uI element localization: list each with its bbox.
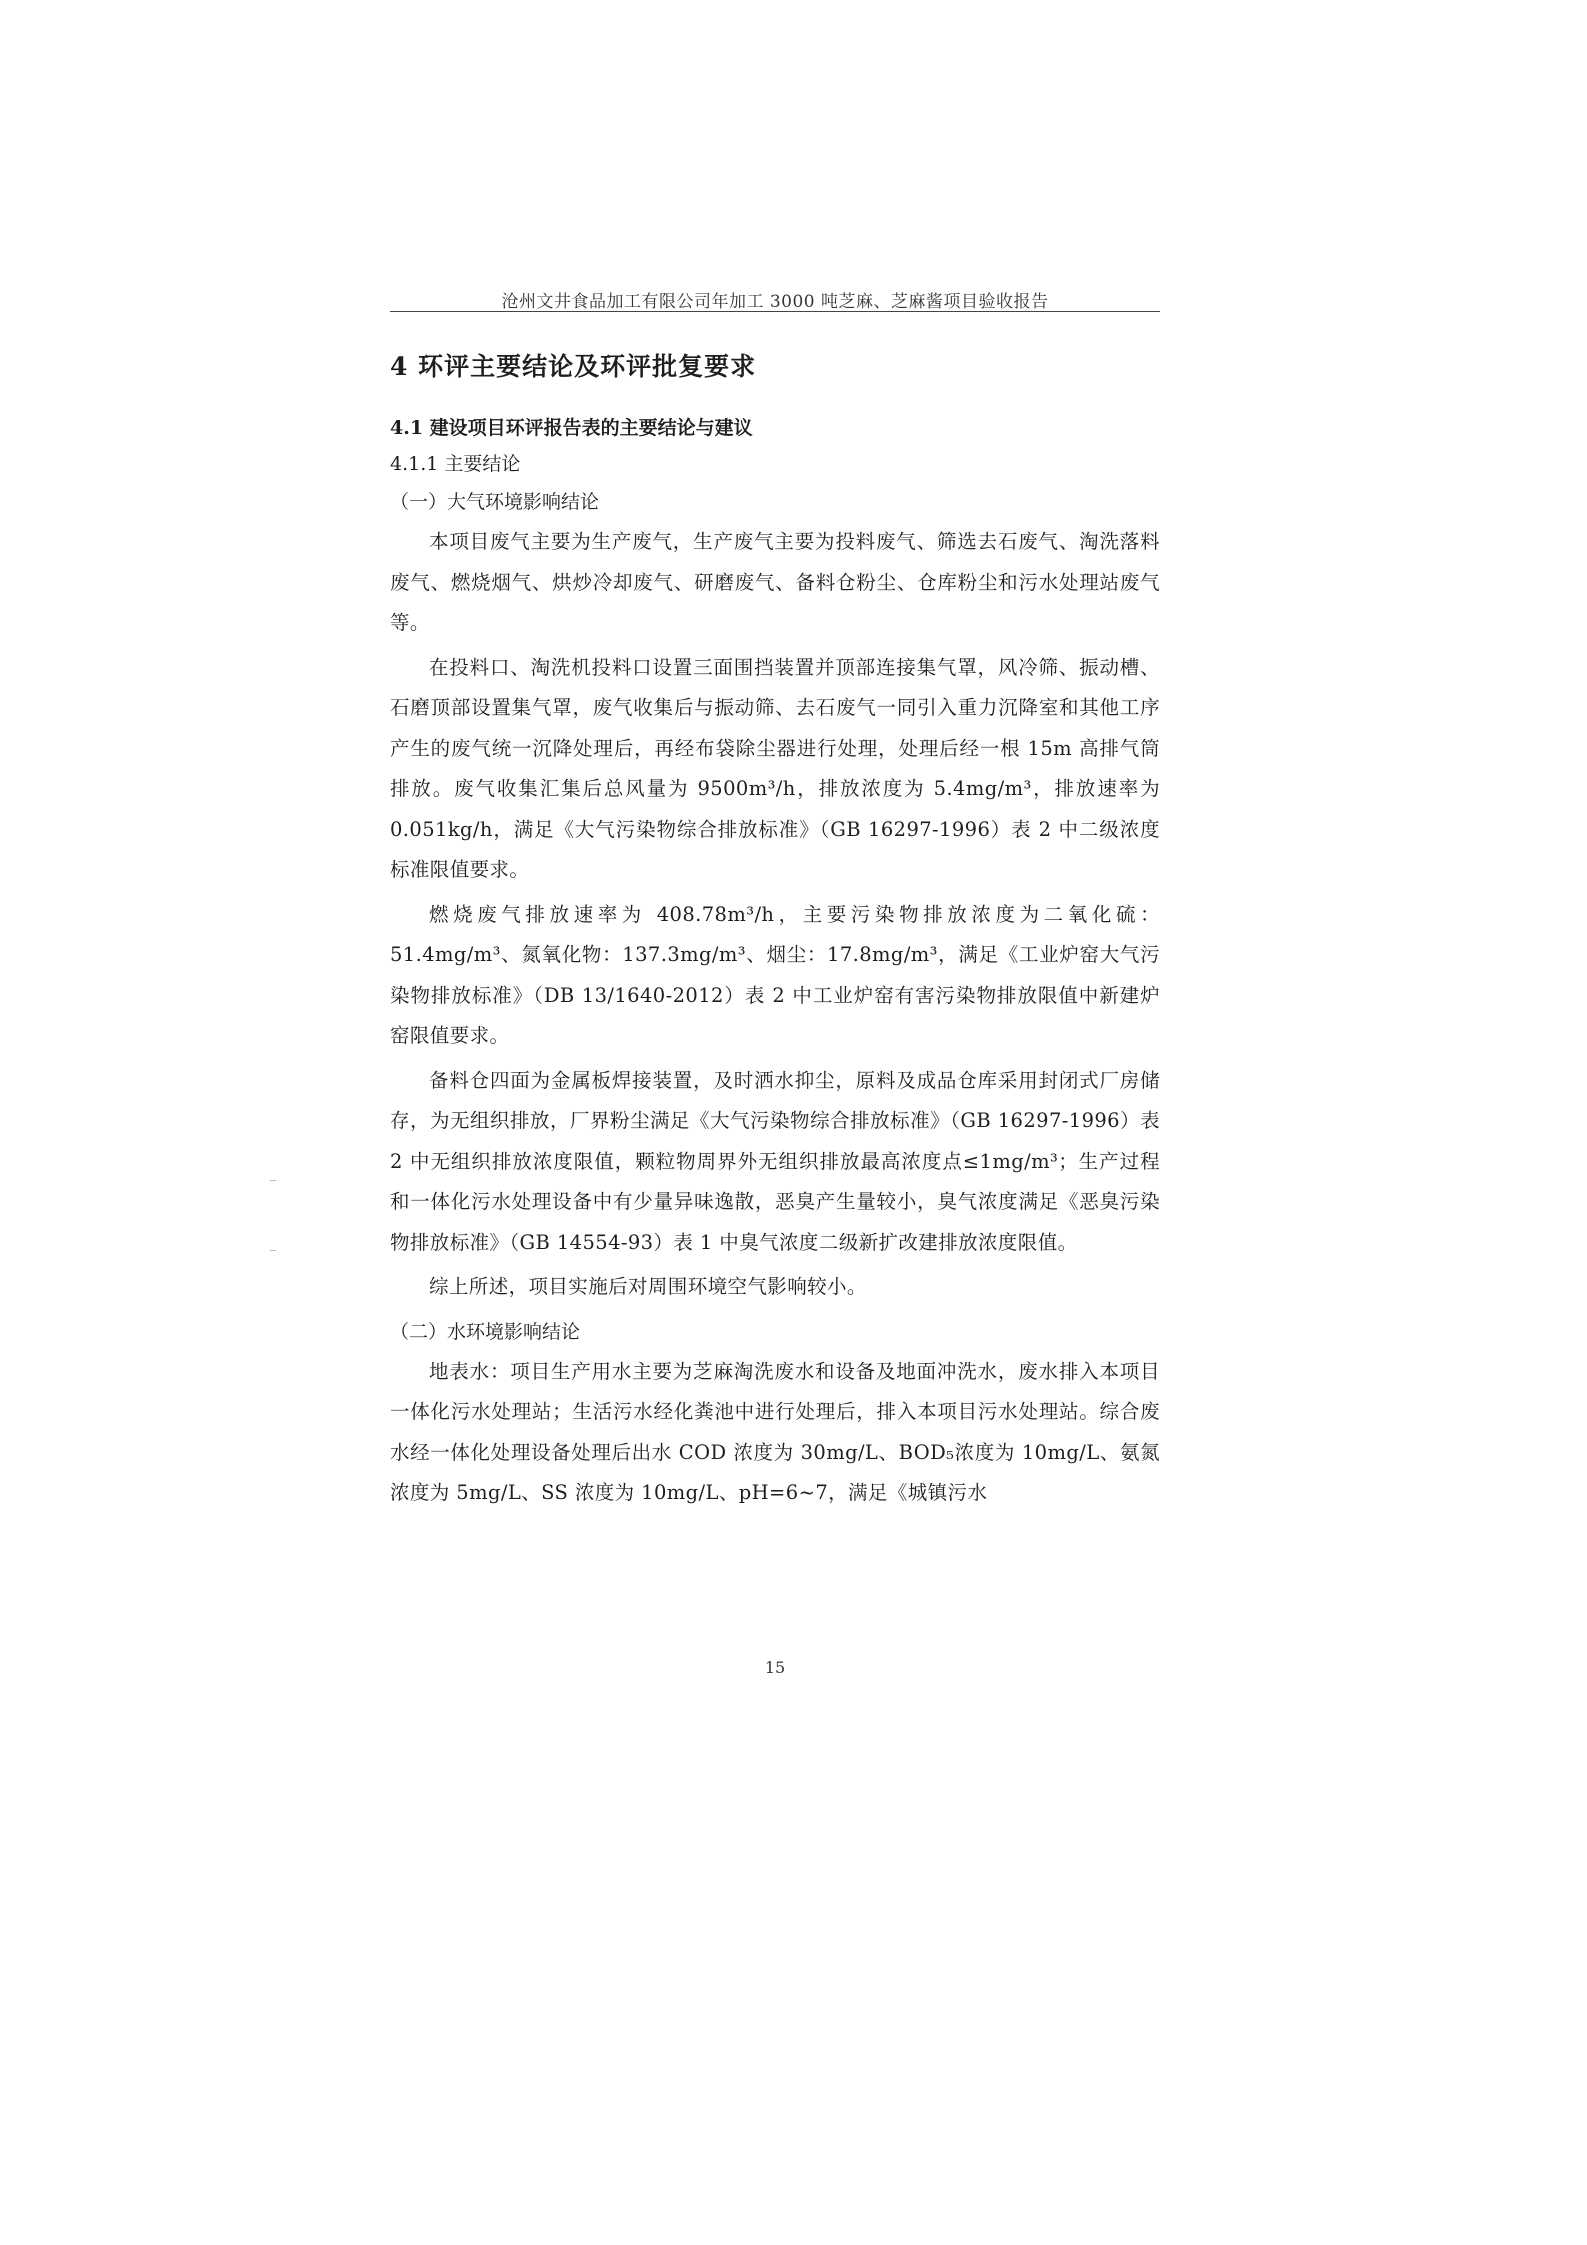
page-number: 15 bbox=[764, 1658, 786, 1677]
scan-mark bbox=[270, 1180, 276, 1181]
page-content bbox=[390, 350, 1160, 1518]
scan-mark bbox=[270, 1250, 276, 1251]
running-header: 沧州文井食品加工有限公司年加工 3000 吨芝麻、芝麻酱项目验收报告 bbox=[501, 292, 1049, 312]
section-title: 4.1 建设项目环评报告表的主要结论与建议 bbox=[390, 417, 753, 439]
chapter-title: 4 环评主要结论及环评批复要求 bbox=[390, 352, 757, 381]
paragraph: 在投料口、淘洗机投料口设置三面围挡装置并顶部连接集气罩，风冷筛、振动槽、石磨顶部设置集气罩，废气收集后与振动筛、去石废气一同引入重力沉降室和其他工序产生的废气统一沉降处理后，再经布袋除尘器进行处理，处理后经一根 15m 高排气筒排放。废气收集汇集后总风量为 9500m³/h，排放浓度为 5.4mg/m³，排放速率为 0.051kg/h，满足《大气污染物综合排放标准》（GB 16297-1996）表 2 中二级浓度标准限值要求。 bbox=[390, 655, 1160, 881]
subsection-title: 4.1.1 主要结论 bbox=[390, 453, 521, 475]
paragraph: 燃烧废气排放速率为 408.78m³/h，主要污染物排放浓度为二氧化硫：51.4mg/m³、氮氧化物：137.3mg/m³、烟尘：17.8mg/m³，满足《工业炉窑大气污染物排放标准》（DB 13/1640-2012）表 2 中工业炉窑有害污染物排放限值中新建炉窑限值要求。 bbox=[390, 902, 1160, 1047]
paragraph: 综上所述，项目实施后对周围环境空气影响较小。 bbox=[429, 1275, 867, 1298]
paragraph: 地表水：项目生产用水主要为芝麻淘洗废水和设备及地面冲洗水，废水排入本项目一体化污水处理站；生活污水经化粪池中进行处理后，排入本项目污水处理站。综合废水经一体化处理设备处理后出水 COD 浓度为 30mg/L、BOD₅浓度为 10mg/L、氨氮浓度为 5mg/L、SS 浓度为 10mg/L、pH=6~7，满足《城镇污水 bbox=[390, 1359, 1160, 1504]
paragraph: 本项目废气主要为生产废气，生产废气主要为投料废气、筛选去石废气、淘洗落料废气、燃烧烟气、烘炒冷却废气、研磨废气、备料仓粉尘、仓库粉尘和污水处理站废气等。 bbox=[390, 530, 1160, 634]
part1-heading: （一）大气环境影响结论 bbox=[390, 491, 600, 513]
part2-heading: （二）水环境影响结论 bbox=[390, 1320, 581, 1343]
header-rule bbox=[390, 311, 1160, 312]
paragraph: 备料仓四面为金属板焊接装置，及时洒水抑尘，原料及成品仓库采用封闭式厂房储存，为无组织排放，厂界粉尘满足《大气污染物综合排放标准》（GB 16297-1996）表 2 中无组织排放浓度限值，颗粒物周界外无组织排放最高浓度点≤1mg/m³；生产过程和一体化污水处理设备中有少量异味逸散，恶臭产生量较小，臭气浓度满足《恶臭污染物排放标准》（GB 14554-93）表 1 中臭气浓度二级新扩改建排放浓度限值。 bbox=[390, 1068, 1160, 1254]
